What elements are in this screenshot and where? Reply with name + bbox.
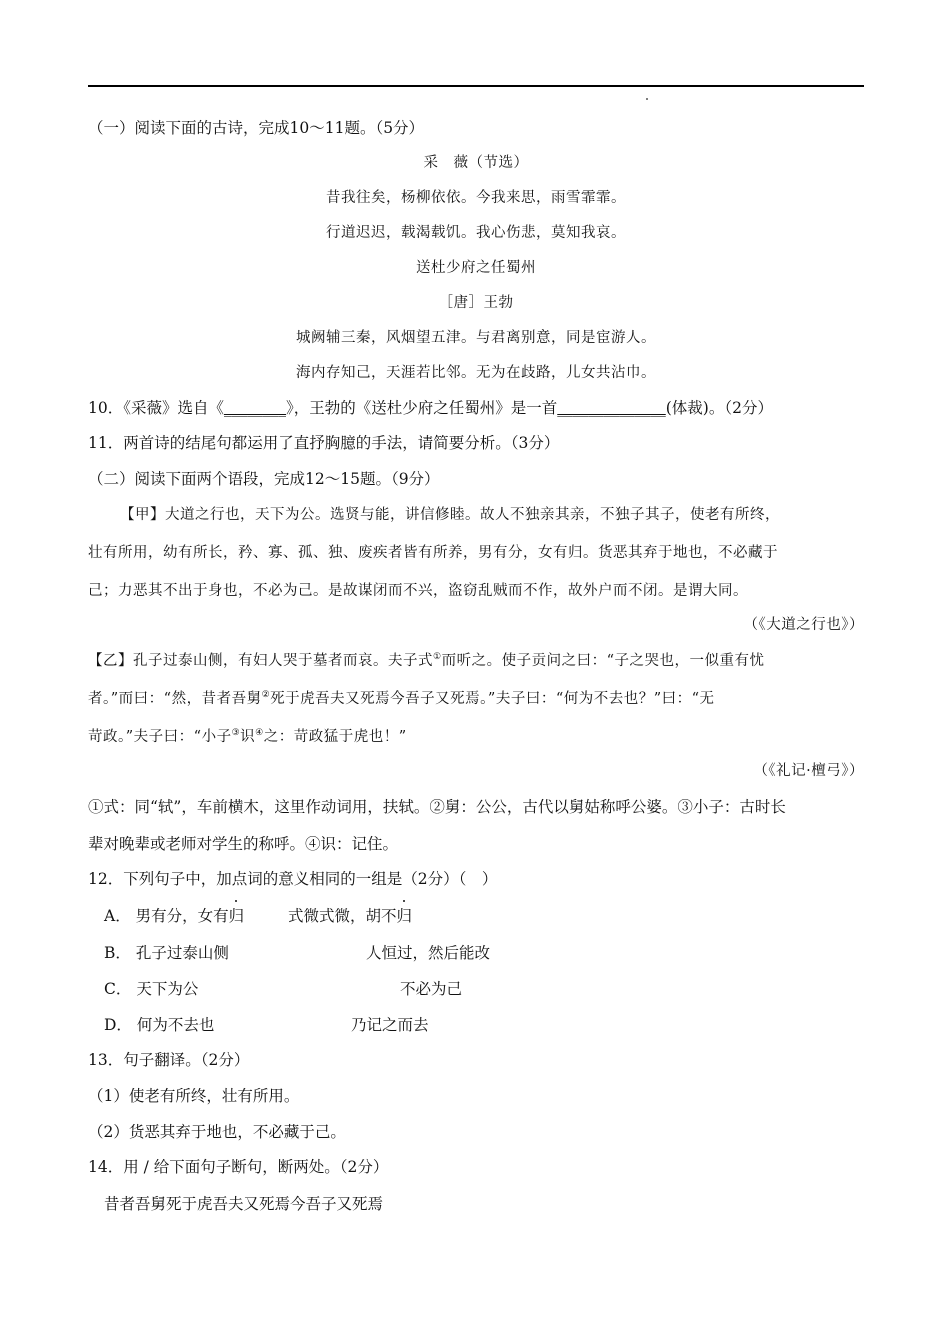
option-a [104,906,864,926]
question-13-item-1: （1）使老有所终，壮有所用。 [88,1087,300,1105]
option-a-second-text: 式微式微，胡不 [288,907,397,925]
yi-line-3-mid: 识 [240,729,256,745]
option-d [104,1015,864,1035]
option-c [104,979,864,999]
question-10 [88,398,864,418]
poem2-line-2: 海内存知己，天涯若比邻。无为在歧路，儿女共沾巾。 [296,365,656,381]
jia-line-1: 【甲】大道之行也，天下为公。选贤与能，讲信修睦。故人不独亲其亲，不独子其子，使老有所终， [120,507,780,523]
option-b-first: 孔子过泰山侧 [135,944,229,962]
yi-line-3 [88,727,864,747]
question-14-stem: 14．用 / 给下面句子断句，断两处。（2分） [88,1158,389,1176]
note-ref-2: ② [261,690,271,701]
q10-part1: 10．《采薇》选自《 [88,399,224,417]
note-ref-4: ④ [255,728,264,739]
section2-heading: （二）阅读下面两个语段，完成12～15题。（9分） [88,470,440,488]
poem2-line-1: 城阙辅三秦，风烟望五津。与君离别意，同是宦游人。 [296,330,656,346]
poem2-title: 送杜少府之任蜀州 [416,260,536,276]
q10-blank-1: ________ [223,399,286,417]
yi-line-3-b: 之：苛政猛于虎也！” [263,729,407,745]
option-b [104,943,864,963]
option-a-first-text: 男有分，女有 [135,907,229,925]
header-rule [88,85,864,87]
poem2-author: ［唐］王勃 [438,295,514,311]
note-ref-1: ① [433,652,442,663]
option-b-label: B． [104,944,131,962]
option-c-first: 天下为公 [136,980,199,998]
q10-part2: 》，王勃的《送杜少府之任蜀州》是一首 [285,399,558,417]
yi-line-2 [88,689,864,709]
option-a-first-dotted-word: 归 [228,907,245,925]
jia-line-2: 壮有所用，幼有所长，矜、寡、孤、独、废疾者皆有所养，男有分，女有归。货恶其弃于地也，不必藏于 [88,545,778,561]
yi-line-1-b: 而听之。使子贡问之曰：“子之哭也，一似重有忧 [441,653,765,669]
option-a-second-dotted-word: 归 [396,907,413,925]
jia-source: （《大道之行也》） [743,617,864,633]
poem1-title: 采 薇（节选） [423,155,529,171]
notes-line-2: 辈对晚辈或老师对学生的称呼。④识：记住。 [88,835,399,853]
option-d-first: 何为不去也 [136,1016,215,1034]
question-11: 11．两首诗的结尾句都运用了直抒胸臆的手法，请简要分析。（3分） [88,434,560,452]
option-d-second: 乃记之而去 [351,1016,429,1034]
yi-line-2-b: 死于虎吾夫又死焉今吾子又死焉。”夫子曰：“何为不去也？”曰：“无 [270,691,715,707]
note-ref-3: ③ [231,728,241,739]
question-13-item-2: （2）货恶其弃于地也，不必藏于己。 [88,1123,346,1141]
q10-part3: (体裁)。（2分） [665,399,773,417]
section1-heading: （一）阅读下面的古诗，完成10～11题。（5分） [88,119,425,137]
option-a-label: A． [104,907,131,925]
option-c-second: 不必为己 [400,980,463,998]
yi-line-2-a: 者。”而曰：“然，昔者吾舅 [88,691,262,707]
option-c-label: C． [104,980,132,998]
option-d-label: D． [104,1016,132,1034]
yi-line-3-a: 苛政。”夫子曰：“小子 [88,729,232,745]
option-b-second: 人恒过，然后能改 [366,944,491,962]
notes-line-1: ①式：同“轼”，车前横木，这里作动词用，扶轼。②舅：公公，古代以舅姑称呼公婆。③小子：古时长 [88,798,786,816]
yi-line-1-a: 【乙】孔子过泰山侧，有妇人哭于墓者而哀。夫子式 [88,653,433,669]
question-12-stem: 12．下列句子中，加点词的意义相同的一组是（2分）（ ） [88,870,498,888]
yi-source: （《礼记·檀弓》） [753,763,864,779]
poem1-line-1: 昔我往矣，杨柳依依。今我来思，雨雪霏霏。 [326,190,626,206]
question-13-stem: 13．句子翻译。（2分） [88,1051,250,1069]
jia-line-3: 己；力恶其不出于身也，不必为己。是故谋闭而不兴，盗窃乱贼而不作，故外户而不闭。是谓大同。 [88,583,748,599]
q10-blank-2: ______________ [557,399,666,417]
yi-line-1 [88,651,864,671]
poem1-line-2: 行道迟迟，载渴载饥。我心伤悲，莫知我哀。 [326,225,626,241]
question-14-sentence: 昔者吾舅死于虎吾夫又死焉今吾子又死焉 [104,1195,384,1213]
option-a-second [288,906,412,926]
header-dot [646,98,648,100]
